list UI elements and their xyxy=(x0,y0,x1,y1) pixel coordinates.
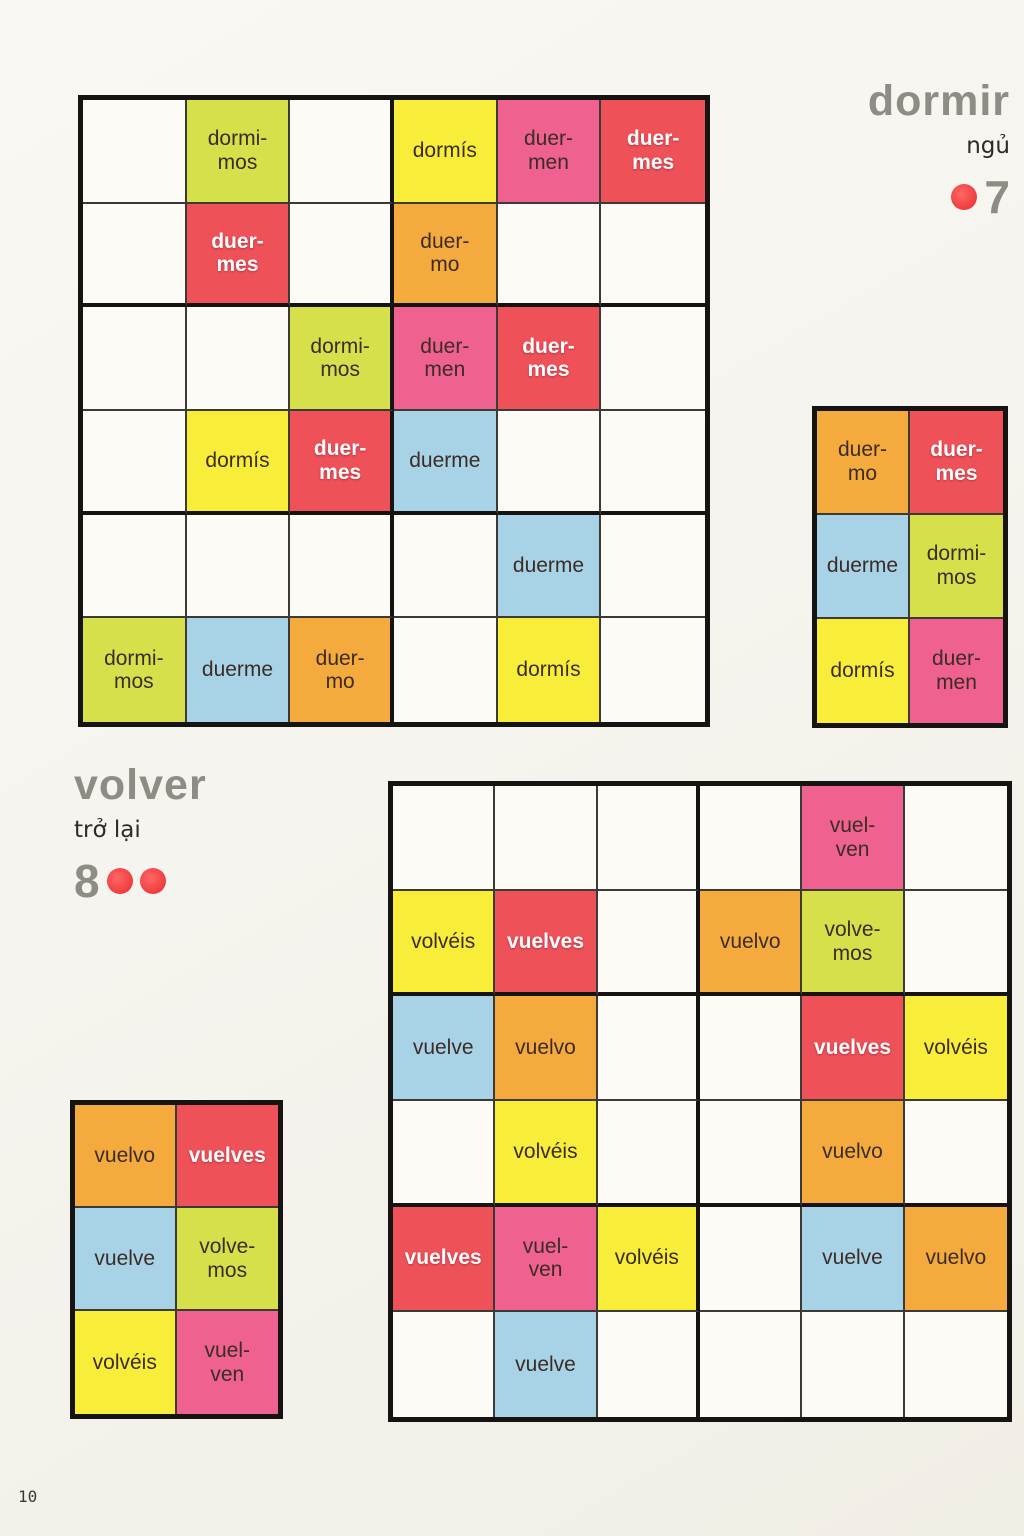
cell-word: volvéis xyxy=(513,1140,578,1164)
cell-word: volvéis xyxy=(923,1036,988,1060)
cell-word: volve- xyxy=(824,918,881,942)
cell-word: volvéis xyxy=(411,929,476,953)
cell-word: ven xyxy=(835,837,870,861)
grid-cell-filled[interactable] xyxy=(802,996,904,1101)
cell-word: mos xyxy=(320,358,360,382)
cell-word: vuel- xyxy=(522,1234,569,1258)
cell-word: duer- xyxy=(837,438,888,462)
grid-cell-filled xyxy=(817,411,910,515)
cell-word: dormi- xyxy=(207,127,268,151)
grid-cell-empty[interactable] xyxy=(905,1101,1007,1206)
grid-cell-filled[interactable] xyxy=(495,891,597,996)
grid-cell-filled[interactable] xyxy=(495,996,597,1101)
cell-word: vuelves xyxy=(813,1036,892,1060)
grid-cell-filled xyxy=(177,1208,279,1311)
cell-word: vuel- xyxy=(204,1338,251,1362)
cell-word: volve- xyxy=(199,1234,256,1258)
cell-word: dormís xyxy=(516,658,581,682)
grid-cell-empty[interactable] xyxy=(495,786,597,891)
cell-word: volvéis xyxy=(92,1350,157,1374)
grid-cell-empty[interactable] xyxy=(290,515,394,619)
grid-cell-empty[interactable] xyxy=(598,786,700,891)
cell-word: dormís xyxy=(830,659,895,683)
grid-cell-empty[interactable] xyxy=(601,515,705,619)
grid-cell-empty[interactable] xyxy=(601,411,705,515)
grid-cell-filled[interactable] xyxy=(802,1207,904,1312)
grid-cell-filled[interactable] xyxy=(393,996,495,1101)
cell-word: vuelve xyxy=(515,1352,576,1376)
grid-cell-filled[interactable] xyxy=(601,100,705,204)
cell-word: ven xyxy=(210,1362,245,1386)
dormir-header xyxy=(867,77,1010,223)
cell-word: duer- xyxy=(313,437,367,461)
cell-word: vuelvo xyxy=(719,929,781,953)
grid-cell-filled[interactable] xyxy=(290,618,394,722)
cell-word: mo xyxy=(847,462,878,485)
dormir-puzzle-grid[interactable] xyxy=(78,95,710,727)
grid-cell-filled[interactable] xyxy=(394,307,498,411)
grid-cell-empty[interactable] xyxy=(598,1101,700,1206)
cell-word: mo xyxy=(430,253,460,277)
cell-word: duerme xyxy=(409,449,481,473)
grid-cell-empty[interactable] xyxy=(700,1312,802,1417)
grid-cell-filled[interactable] xyxy=(802,786,904,891)
grid-cell-filled xyxy=(910,515,1003,619)
cell-word: mes xyxy=(527,358,570,382)
grid-cell-empty[interactable] xyxy=(83,204,187,308)
grid-cell-filled xyxy=(75,1105,177,1208)
cell-word: duer- xyxy=(420,334,470,358)
cell-word: duer- xyxy=(315,646,365,670)
grid-cell-empty[interactable] xyxy=(394,618,498,722)
page-number: 10 xyxy=(18,1487,38,1506)
grid-cell-filled xyxy=(817,619,910,723)
grid-cell-filled[interactable] xyxy=(394,100,498,204)
cell-word: vuelves xyxy=(506,929,585,953)
cell-word: dormís xyxy=(412,139,477,163)
difficulty-dot-icon xyxy=(140,868,166,894)
cell-word: dormi- xyxy=(310,334,370,358)
cell-word: duerme xyxy=(201,658,274,682)
volver-header xyxy=(74,761,207,907)
dormir-number-badge xyxy=(868,171,1010,223)
grid-cell-filled[interactable] xyxy=(290,307,394,411)
cell-word: duer- xyxy=(522,334,575,358)
cell-word: volvéis xyxy=(614,1246,679,1270)
grid-cell-filled[interactable] xyxy=(495,1101,597,1206)
grid-cell-empty[interactable] xyxy=(393,786,495,891)
grid-cell-filled[interactable] xyxy=(905,996,1007,1101)
grid-cell-filled[interactable] xyxy=(498,307,602,411)
grid-cell-filled[interactable] xyxy=(394,411,498,515)
cell-word: vuelvo xyxy=(822,1140,883,1164)
grid-cell-empty[interactable] xyxy=(83,515,187,619)
cell-word: men xyxy=(424,358,466,382)
grid-cell-filled[interactable] xyxy=(187,411,291,515)
cell-word: mos xyxy=(113,670,154,694)
cell-word: duer- xyxy=(931,647,982,671)
grid-cell-filled xyxy=(177,1105,279,1208)
grid-cell-empty[interactable] xyxy=(905,786,1007,891)
grid-cell-empty[interactable] xyxy=(598,1312,700,1417)
grid-cell-filled[interactable] xyxy=(393,1207,495,1312)
cell-word: mos xyxy=(936,566,977,589)
cell-word: mes xyxy=(319,460,362,484)
grid-cell-empty[interactable] xyxy=(83,307,187,411)
grid-cell-filled[interactable] xyxy=(598,1207,700,1312)
grid-cell-empty[interactable] xyxy=(290,204,394,308)
cell-word: mes xyxy=(632,150,675,174)
cell-word: vuelve xyxy=(822,1246,883,1270)
grid-cell-empty[interactable] xyxy=(601,618,705,722)
cell-word: duerme xyxy=(826,554,899,578)
grid-cell-filled xyxy=(910,411,1003,515)
grid-cell-filled[interactable] xyxy=(905,1207,1007,1312)
cell-word: ven xyxy=(528,1258,563,1282)
volver-verb-title: volver xyxy=(74,761,207,809)
grid-cell-empty[interactable] xyxy=(700,1207,802,1312)
dormir-verb-title: dormir xyxy=(867,77,1010,125)
grid-cell-filled[interactable] xyxy=(495,1312,597,1417)
puzzle-number: 7 xyxy=(984,171,1010,223)
cell-word: vuelvo xyxy=(94,1143,156,1167)
cell-word: mos xyxy=(832,941,873,965)
grid-cell-filled[interactable] xyxy=(498,100,602,204)
cell-word: duer- xyxy=(211,229,264,253)
grid-cell-filled[interactable] xyxy=(495,1207,597,1312)
cell-word: mes xyxy=(216,253,259,277)
grid-cell-empty[interactable] xyxy=(498,411,602,515)
cell-word: vuelves xyxy=(188,1143,266,1167)
volver-puzzle-grid[interactable] xyxy=(388,781,1012,1422)
cell-word: vuelves xyxy=(404,1246,482,1270)
grid-cell-empty[interactable] xyxy=(394,515,498,619)
grid-cell-filled[interactable] xyxy=(498,515,602,619)
grid-cell-empty[interactable] xyxy=(700,996,802,1101)
grid-cell-filled[interactable] xyxy=(187,100,291,204)
cell-word: mo xyxy=(325,670,355,694)
grid-cell-empty[interactable] xyxy=(598,996,700,1101)
grid-cell-empty[interactable] xyxy=(393,1101,495,1206)
grid-cell-empty[interactable] xyxy=(700,1101,802,1206)
grid-cell-filled[interactable] xyxy=(83,618,187,722)
puzzle-number: 8 xyxy=(74,855,100,907)
grid-cell-empty[interactable] xyxy=(290,100,394,204)
difficulty-dot-icon xyxy=(107,868,133,894)
grid-cell-empty[interactable] xyxy=(601,307,705,411)
grid-cell-filled[interactable] xyxy=(393,891,495,996)
cell-word: vuelve xyxy=(94,1246,156,1270)
cell-word: dormís xyxy=(205,449,270,473)
grid-cell-filled[interactable] xyxy=(187,204,291,308)
grid-cell-empty[interactable] xyxy=(83,411,187,515)
cell-word: mes xyxy=(935,462,978,485)
grid-cell-filled[interactable] xyxy=(498,618,602,722)
grid-cell-empty[interactable] xyxy=(83,100,187,204)
grid-cell-filled xyxy=(817,515,910,619)
cell-word: vuelvo xyxy=(925,1246,987,1270)
grid-cell-filled[interactable] xyxy=(802,891,904,996)
cell-word: mos xyxy=(217,150,258,174)
volver-pieces-box xyxy=(70,1100,283,1419)
cell-word: vuelvo xyxy=(515,1036,576,1060)
grid-cell-filled xyxy=(75,1208,177,1311)
volver-translation: trở lại xyxy=(74,817,141,843)
grid-cell-filled xyxy=(910,619,1003,723)
grid-cell-empty[interactable] xyxy=(187,307,291,411)
grid-cell-filled[interactable] xyxy=(290,411,394,515)
grid-cell-empty[interactable] xyxy=(187,515,291,619)
grid-cell-filled[interactable] xyxy=(187,618,291,722)
dormir-pieces-box xyxy=(812,406,1008,728)
cell-word: vuelve xyxy=(412,1036,474,1060)
grid-cell-empty[interactable] xyxy=(393,1312,495,1417)
cell-word: duer- xyxy=(523,127,573,151)
cell-word: men xyxy=(528,150,569,174)
cell-word: vuel- xyxy=(829,814,876,838)
grid-cell-empty[interactable] xyxy=(905,1312,1007,1417)
grid-cell-filled[interactable] xyxy=(700,891,802,996)
cell-word: duer- xyxy=(930,438,983,462)
cell-word: men xyxy=(936,671,977,694)
cell-word: dormi- xyxy=(926,542,987,566)
grid-cell-filled xyxy=(177,1311,279,1414)
dormir-translation: ngủ xyxy=(966,133,1010,159)
grid-cell-empty[interactable] xyxy=(905,891,1007,996)
cell-word: dormi- xyxy=(104,646,164,670)
cell-word: duer- xyxy=(420,229,470,253)
cell-word: mos xyxy=(207,1258,248,1282)
grid-cell-filled[interactable] xyxy=(802,1101,904,1206)
grid-cell-empty[interactable] xyxy=(598,891,700,996)
grid-cell-empty[interactable] xyxy=(700,786,802,891)
grid-cell-empty[interactable] xyxy=(802,1312,904,1417)
grid-cell-empty[interactable] xyxy=(498,204,602,308)
grid-cell-empty[interactable] xyxy=(601,204,705,308)
grid-cell-filled xyxy=(75,1311,177,1414)
difficulty-dot-icon xyxy=(951,184,977,210)
cell-word: duer- xyxy=(626,127,680,151)
volver-number-badge xyxy=(74,855,207,907)
grid-cell-filled[interactable] xyxy=(394,204,498,308)
cell-word: duerme xyxy=(512,553,585,577)
